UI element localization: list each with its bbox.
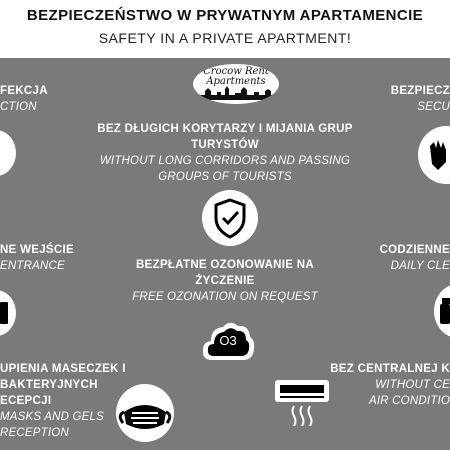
left-item-3-title-1: UPIENIA MASECZEK I [0, 363, 126, 375]
right-item-3-subtitle-2: AIR CONDITIO [369, 395, 450, 407]
air-conditioner-icon [274, 376, 330, 426]
page-title: BEZPIECZEŃSTWO W PRYWATNYM APARTAMENCIE [26, 7, 424, 24]
face-mask-icon [114, 382, 176, 444]
left-item-3-subtitle-1: MASKS AND GELS [0, 411, 104, 423]
right-item-1-subtitle: SECU [417, 101, 450, 113]
left-item-2-subtitle: ENTRANCE [0, 260, 65, 272]
left-item-3-title-2: BAKTERYJNYCH [0, 379, 98, 391]
left-item-1-title: FEKCJA [0, 85, 48, 97]
spray-bottle-icon [438, 296, 450, 326]
city-skyline-icon [199, 86, 273, 100]
center-item-1-title-2: TURYSTÓW [191, 139, 259, 151]
logo-line-2: Apartments [206, 76, 266, 87]
center-item-2-subtitle: FREE OZONATION ON REQUEST [132, 291, 318, 303]
logo-text [193, 67, 279, 87]
brand-logo [193, 64, 279, 104]
center-item-1-subtitle-1: WITHOUT LONG CORRIDORS AND PASSING [99, 155, 351, 167]
door-icon [0, 300, 12, 326]
right-item-2-title: CODZIENNE [379, 244, 450, 256]
right-item-2-subtitle: DAILY CLE [390, 260, 450, 272]
right-item-3-title: BEZ CENTRALNEJ K [330, 363, 450, 375]
left-item-2-title: NE WEJŚCIE [0, 244, 74, 256]
center-item-2-title-1: BEZPŁATNE OZONOWANIE NA [136, 259, 314, 271]
header-banner [0, 0, 450, 58]
logo-line-1: Crocow Rent [203, 66, 269, 77]
center-item-1-subtitle-2: GROUPS OF TOURISTS [158, 171, 292, 183]
left-item-3-title-3: ECEPCJI [0, 395, 52, 407]
shield-check-icon [200, 188, 260, 248]
center-item-1-title-1: BEZ DŁUGICH KORYTARZY I MIJANIA GRUP [97, 123, 353, 135]
left-item-3-subtitle-2: RECEPTION [0, 427, 69, 439]
hands-icon [428, 138, 450, 172]
ozone-label: O3 [219, 333, 237, 348]
left-item-1-subtitle: CTION [0, 101, 37, 113]
right-item-3-subtitle-1: WITHOUT CE [375, 379, 450, 391]
right-item-1-title: BEZPIECZ [390, 85, 450, 97]
center-item-2-title-2: ŻYCZENIE [195, 275, 255, 287]
page-subtitle: SAFETY IN A PRIVATE APARTMENT! [98, 30, 352, 46]
disinfection-icon [0, 130, 16, 176]
